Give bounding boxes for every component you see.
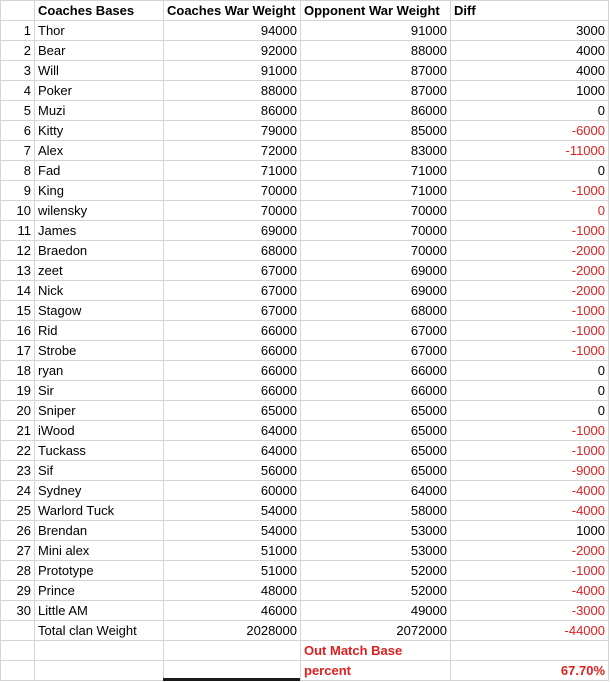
- table-row: [1, 441, 609, 461]
- diff-cell[interactable]: -1000: [451, 341, 609, 361]
- base-name-cell[interactable]: Warlord Tuck: [35, 501, 164, 521]
- opponent-weight-cell[interactable]: 91000: [301, 21, 451, 41]
- outmatch-row-2: [1, 661, 609, 681]
- table-row: [1, 421, 609, 441]
- diff-cell[interactable]: -1000: [451, 301, 609, 321]
- table-row: [1, 581, 609, 601]
- table-row: [1, 261, 609, 281]
- diff-cell[interactable]: 0: [451, 101, 609, 121]
- base-name-cell[interactable]: Sif: [35, 461, 164, 481]
- table-row: [1, 561, 609, 581]
- diff-cell[interactable]: -6000: [451, 121, 609, 141]
- base-name-cell[interactable]: Rid: [35, 321, 164, 341]
- opponent-weight-cell[interactable]: 70000: [301, 201, 451, 221]
- opponent-weight-cell[interactable]: 88000: [301, 41, 451, 61]
- opponent-weight-cell[interactable]: 71000: [301, 181, 451, 201]
- opponent-weight-cell[interactable]: 66000: [301, 381, 451, 401]
- table-row: [1, 121, 609, 141]
- row-index-cell[interactable]: 25: [1, 501, 35, 521]
- row-index-cell[interactable]: 6: [1, 121, 35, 141]
- diff-cell[interactable]: -1000: [451, 181, 609, 201]
- base-name-cell[interactable]: Sydney: [35, 481, 164, 501]
- coach-weight-cell[interactable]: 70000: [164, 201, 301, 221]
- row-index-cell[interactable]: 24: [1, 481, 35, 501]
- base-name-cell[interactable]: Bear: [35, 41, 164, 61]
- total-label-cell[interactable]: Total clan Weight: [35, 621, 164, 641]
- base-name-cell[interactable]: wilensky: [35, 201, 164, 221]
- coach-weight-cell[interactable]: 69000: [164, 221, 301, 241]
- base-name-cell[interactable]: Braedon: [35, 241, 164, 261]
- base-name-cell[interactable]: James: [35, 221, 164, 241]
- base-name-cell[interactable]: Muzi: [35, 101, 164, 121]
- base-name-cell[interactable]: Little AM: [35, 601, 164, 621]
- table-row: [1, 61, 609, 81]
- coach-weight-cell[interactable]: 54000: [164, 521, 301, 541]
- coach-weight-cell[interactable]: 65000: [164, 401, 301, 421]
- base-name-cell[interactable]: Strobe: [35, 341, 164, 361]
- opponent-weight-cell[interactable]: 53000: [301, 541, 451, 561]
- opponent-weight-cell[interactable]: 69000: [301, 281, 451, 301]
- diff-cell[interactable]: -2000: [451, 261, 609, 281]
- row-index-cell[interactable]: 28: [1, 561, 35, 581]
- table-row: [1, 361, 609, 381]
- coach-weight-cell[interactable]: 64000: [164, 421, 301, 441]
- diff-cell[interactable]: -2000: [451, 241, 609, 261]
- base-name-cell[interactable]: zeet: [35, 261, 164, 281]
- total-diff-cell[interactable]: -44000: [451, 621, 609, 641]
- diff-cell[interactable]: 0: [451, 401, 609, 421]
- table-row: [1, 281, 609, 301]
- row-index-cell[interactable]: 10: [1, 201, 35, 221]
- opponent-weight-cell[interactable]: 66000: [301, 361, 451, 381]
- empty-cell[interactable]: [164, 641, 301, 661]
- diff-cell[interactable]: -2000: [451, 281, 609, 301]
- coach-weight-cell[interactable]: 67000: [164, 301, 301, 321]
- diff-cell[interactable]: 4000: [451, 41, 609, 61]
- table-row: [1, 401, 609, 421]
- row-index-cell[interactable]: 15: [1, 301, 35, 321]
- opponent-weight-cell[interactable]: 70000: [301, 241, 451, 261]
- coach-weight-cell[interactable]: 71000: [164, 161, 301, 181]
- opponent-weight-cell[interactable]: 71000: [301, 161, 451, 181]
- table-row: [1, 101, 609, 121]
- coach-weight-cell[interactable]: 64000: [164, 441, 301, 461]
- table-row: [1, 141, 609, 161]
- empty-cell[interactable]: [451, 641, 609, 661]
- coach-weight-cell[interactable]: 46000: [164, 601, 301, 621]
- header-cell-opponent-war-weight[interactable]: Opponent War Weight: [301, 1, 451, 21]
- opponent-weight-cell[interactable]: 65000: [301, 441, 451, 461]
- row-index-cell[interactable]: 2: [1, 41, 35, 61]
- diff-cell[interactable]: 3000: [451, 21, 609, 41]
- row-index-cell[interactable]: 26: [1, 521, 35, 541]
- table-row: [1, 381, 609, 401]
- total-row: [1, 621, 609, 641]
- coach-weight-cell[interactable]: 94000: [164, 21, 301, 41]
- base-name-cell[interactable]: Poker: [35, 81, 164, 101]
- coach-weight-cell[interactable]: 67000: [164, 281, 301, 301]
- base-name-cell[interactable]: Brendan: [35, 521, 164, 541]
- outmatch-percent-label-cell[interactable]: percent: [301, 661, 451, 681]
- table-row: [1, 221, 609, 241]
- empty-cell[interactable]: [1, 641, 35, 661]
- diff-cell[interactable]: -3000: [451, 601, 609, 621]
- row-index-cell[interactable]: 27: [1, 541, 35, 561]
- row-index-cell[interactable]: 5: [1, 101, 35, 121]
- coach-weight-cell[interactable]: 68000: [164, 241, 301, 261]
- base-name-cell[interactable]: Mini alex: [35, 541, 164, 561]
- base-name-cell[interactable]: Stagow: [35, 301, 164, 321]
- coach-weight-cell[interactable]: 51000: [164, 541, 301, 561]
- base-name-cell[interactable]: Sniper: [35, 401, 164, 421]
- opponent-weight-cell[interactable]: 65000: [301, 401, 451, 421]
- base-name-cell[interactable]: Kitty: [35, 121, 164, 141]
- row-index-cell[interactable]: 13: [1, 261, 35, 281]
- opponent-weight-cell[interactable]: 83000: [301, 141, 451, 161]
- row-index-cell[interactable]: 1: [1, 21, 35, 41]
- table-row: [1, 461, 609, 481]
- coach-weight-cell[interactable]: 79000: [164, 121, 301, 141]
- header-cell-coaches-war-weight[interactable]: Coaches War Weight: [164, 1, 301, 21]
- row-index-cell[interactable]: 29: [1, 581, 35, 601]
- table-row: [1, 181, 609, 201]
- coach-weight-cell[interactable]: 66000: [164, 321, 301, 341]
- row-index-cell[interactable]: 17: [1, 341, 35, 361]
- table-row: [1, 521, 609, 541]
- base-name-cell[interactable]: ryan: [35, 361, 164, 381]
- selected-cell-border: [163, 678, 300, 681]
- opponent-weight-cell[interactable]: 58000: [301, 501, 451, 521]
- diff-cell[interactable]: -9000: [451, 461, 609, 481]
- total-index-cell[interactable]: [1, 621, 35, 641]
- header-cell-diff[interactable]: Diff: [451, 1, 609, 21]
- diff-cell[interactable]: 0: [451, 201, 609, 221]
- base-name-cell[interactable]: Will: [35, 61, 164, 81]
- base-name-cell[interactable]: Nick: [35, 281, 164, 301]
- header-row: [1, 1, 609, 21]
- table-row: [1, 341, 609, 361]
- row-index-cell[interactable]: 11: [1, 221, 35, 241]
- diff-cell[interactable]: 0: [451, 361, 609, 381]
- base-name-cell[interactable]: Alex: [35, 141, 164, 161]
- coach-weight-cell[interactable]: 70000: [164, 181, 301, 201]
- opponent-weight-cell[interactable]: 67000: [301, 321, 451, 341]
- row-index-cell[interactable]: 4: [1, 81, 35, 101]
- row-index-cell[interactable]: 3: [1, 61, 35, 81]
- header-cell-coaches-bases[interactable]: Coaches Bases: [35, 1, 164, 21]
- coach-weight-cell[interactable]: 88000: [164, 81, 301, 101]
- diff-cell[interactable]: -1000: [451, 221, 609, 241]
- opponent-weight-cell[interactable]: 69000: [301, 261, 451, 281]
- diff-cell[interactable]: -1000: [451, 421, 609, 441]
- table-row: [1, 161, 609, 181]
- base-name-cell[interactable]: King: [35, 181, 164, 201]
- diff-cell[interactable]: 0: [451, 381, 609, 401]
- diff-cell[interactable]: -1000: [451, 441, 609, 461]
- opponent-weight-cell[interactable]: 85000: [301, 121, 451, 141]
- diff-cell[interactable]: 4000: [451, 61, 609, 81]
- outmatch-percent-value-cell[interactable]: 67.70%: [451, 661, 609, 681]
- table-row: [1, 241, 609, 261]
- opponent-weight-cell[interactable]: 86000: [301, 101, 451, 121]
- table-row: [1, 541, 609, 561]
- opponent-weight-cell[interactable]: 68000: [301, 301, 451, 321]
- opponent-weight-cell[interactable]: 70000: [301, 221, 451, 241]
- coach-weight-cell[interactable]: 48000: [164, 581, 301, 601]
- opponent-weight-cell[interactable]: 64000: [301, 481, 451, 501]
- row-index-cell[interactable]: 8: [1, 161, 35, 181]
- opponent-weight-cell[interactable]: 49000: [301, 601, 451, 621]
- diff-cell[interactable]: 0: [451, 161, 609, 181]
- row-index-cell[interactable]: 9: [1, 181, 35, 201]
- coach-weight-cell[interactable]: 54000: [164, 501, 301, 521]
- coach-weight-cell[interactable]: 66000: [164, 361, 301, 381]
- diff-cell[interactable]: -2000: [451, 541, 609, 561]
- coach-weight-cell[interactable]: 72000: [164, 141, 301, 161]
- base-name-cell[interactable]: Prototype: [35, 561, 164, 581]
- opponent-weight-cell[interactable]: 65000: [301, 461, 451, 481]
- opponent-weight-cell[interactable]: 52000: [301, 561, 451, 581]
- row-index-cell[interactable]: 19: [1, 381, 35, 401]
- opponent-weight-cell[interactable]: 53000: [301, 521, 451, 541]
- table-row: [1, 321, 609, 341]
- row-index-cell[interactable]: 30: [1, 601, 35, 621]
- coach-weight-cell[interactable]: 51000: [164, 561, 301, 581]
- total-opponent-weight-cell[interactable]: 2072000: [301, 621, 451, 641]
- coach-weight-cell[interactable]: 91000: [164, 61, 301, 81]
- header-cell-index[interactable]: [1, 1, 35, 21]
- base-name-cell[interactable]: Sir: [35, 381, 164, 401]
- base-name-cell[interactable]: Tuckass: [35, 441, 164, 461]
- opponent-weight-cell[interactable]: 52000: [301, 581, 451, 601]
- coach-weight-cell[interactable]: 67000: [164, 261, 301, 281]
- table-row: [1, 41, 609, 61]
- outmatch-row-1: [1, 641, 609, 661]
- empty-cell[interactable]: [35, 661, 164, 681]
- table-row: [1, 201, 609, 221]
- row-index-cell[interactable]: 22: [1, 441, 35, 461]
- base-name-cell[interactable]: Thor: [35, 21, 164, 41]
- coach-weight-cell[interactable]: 92000: [164, 41, 301, 61]
- table-row: [1, 481, 609, 501]
- row-index-cell[interactable]: 23: [1, 461, 35, 481]
- diff-cell[interactable]: -1000: [451, 321, 609, 341]
- diff-cell[interactable]: -11000: [451, 141, 609, 161]
- coach-weight-cell[interactable]: 66000: [164, 381, 301, 401]
- total-coach-weight-cell[interactable]: 2028000: [164, 621, 301, 641]
- table-row: [1, 301, 609, 321]
- empty-cell[interactable]: [35, 641, 164, 661]
- table-row: [1, 81, 609, 101]
- row-index-cell[interactable]: 18: [1, 361, 35, 381]
- row-index-cell[interactable]: 14: [1, 281, 35, 301]
- row-index-cell[interactable]: 20: [1, 401, 35, 421]
- diff-cell[interactable]: 1000: [451, 81, 609, 101]
- opponent-weight-cell[interactable]: 65000: [301, 421, 451, 441]
- opponent-weight-cell[interactable]: 87000: [301, 61, 451, 81]
- outmatch-label-cell[interactable]: Out Match Base: [301, 641, 451, 661]
- base-name-cell[interactable]: iWood: [35, 421, 164, 441]
- row-index-cell[interactable]: 12: [1, 241, 35, 261]
- base-name-cell[interactable]: Fad: [35, 161, 164, 181]
- coach-weight-cell[interactable]: 66000: [164, 341, 301, 361]
- diff-cell[interactable]: -4000: [451, 481, 609, 501]
- opponent-weight-cell[interactable]: 87000: [301, 81, 451, 101]
- diff-cell[interactable]: -4000: [451, 501, 609, 521]
- empty-cell[interactable]: [1, 661, 35, 681]
- table-row: [1, 601, 609, 621]
- diff-cell[interactable]: -4000: [451, 581, 609, 601]
- row-index-cell[interactable]: 21: [1, 421, 35, 441]
- opponent-weight-cell[interactable]: 67000: [301, 341, 451, 361]
- table-row: [1, 21, 609, 41]
- row-index-cell[interactable]: 16: [1, 321, 35, 341]
- coach-weight-cell[interactable]: 86000: [164, 101, 301, 121]
- coach-weight-cell[interactable]: 56000: [164, 461, 301, 481]
- diff-cell[interactable]: -1000: [451, 561, 609, 581]
- diff-cell[interactable]: 1000: [451, 521, 609, 541]
- coach-weight-cell[interactable]: 60000: [164, 481, 301, 501]
- row-index-cell[interactable]: 7: [1, 141, 35, 161]
- base-name-cell[interactable]: Prince: [35, 581, 164, 601]
- table-row: [1, 501, 609, 521]
